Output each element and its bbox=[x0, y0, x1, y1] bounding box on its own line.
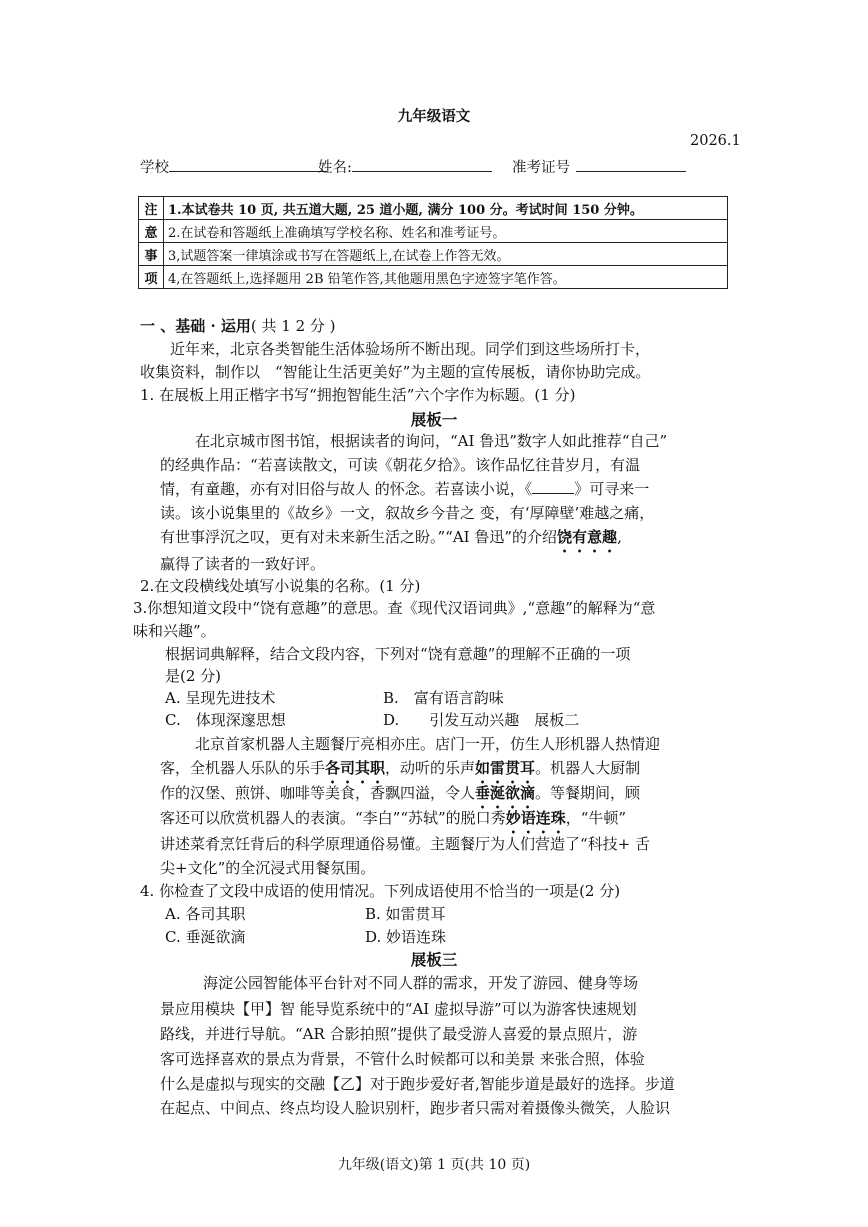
notes-item: 1.本试卷共 10 页, 共五道大题, 25 道小题, 满分 100 分。考试时间 150 分钟。 bbox=[164, 197, 728, 220]
notes-item: 3,试题答案一律填涂或书写在答题纸上,在试卷上作答无效。 bbox=[164, 243, 728, 266]
school-blank bbox=[169, 157, 327, 172]
option-d: D. 引发互动兴趣 展板二 bbox=[383, 711, 580, 729]
board-2-line: 讲述菜肴烹饪背后的科学原理通俗易懂。主题餐厅为人们营造了“科技+ 舌 bbox=[160, 835, 651, 853]
exam-no-label: 准考证号 bbox=[512, 160, 570, 176]
notes-label: 意 bbox=[139, 220, 164, 243]
name-blank bbox=[352, 157, 492, 172]
option-c: C. 垂涎欲滴 bbox=[165, 928, 246, 946]
emphasized-phrase: 如雷贯耳 bbox=[475, 759, 536, 777]
board-1-title: 展板一 bbox=[410, 410, 458, 429]
board-1-line: 读。该小说集里的《故乡》一文，叙故乡今昔之 变，有‘厚障壁’难越之痛， bbox=[160, 504, 655, 522]
board-1-line: 在北京城市图书馆，根据读者的询问，“AI 鲁迅”数字人如此推荐“自己” bbox=[195, 432, 668, 450]
board-3-line: 海淀公园智能体平台针对不同人群的需求，开发了游园、健身等场 bbox=[203, 974, 639, 992]
option-a: A. 呈现先进技术 bbox=[165, 689, 276, 707]
board-3-line: 在起点、中间点、终点均设人脸识别杆，跑步者只需对着摄像头微笑，人脸识 bbox=[160, 1099, 671, 1117]
board-2-text: 。机器人大厨制 bbox=[535, 759, 641, 777]
option-d: D. 妙语连珠 bbox=[365, 928, 447, 946]
emphasized-phrase: 妙语连珠 bbox=[505, 809, 566, 827]
section-title: 一 、基础 · 运用 bbox=[140, 317, 251, 335]
board-2-line: 北京首家机器人主题餐厅亮相亦庄。店门一开，仿生人形机器人热情迎 bbox=[195, 735, 661, 753]
notes-row bbox=[139, 220, 728, 243]
board-1-line bbox=[160, 478, 649, 499]
emphasized-phrase: 垂涎欲滴 bbox=[475, 784, 536, 802]
notes-label: 项 bbox=[139, 266, 164, 289]
board-2-text: ，动听的乐声 bbox=[385, 759, 476, 777]
notes-item: 2.在试卷和答题纸上准确填写学校名称、姓名和准考证号。 bbox=[164, 220, 728, 243]
board-3-line: 景应用模块【甲】智 能导览系统中的“AI 虚拟导游”可以为游客快速规划 bbox=[160, 1000, 637, 1018]
name-label: 姓名: bbox=[318, 160, 352, 176]
board-2-line: 尖+文化”的全沉浸式用餐氛围。 bbox=[160, 859, 376, 877]
board-1-text: 情，有童趣，亦有对旧俗与故人 的怀念。若喜读小说，《 bbox=[160, 480, 533, 498]
board-1-text: 有世事浮沉之叹，更有对未来新生活之盼。”“AI 鲁迅”的介绍 bbox=[160, 528, 558, 546]
section-heading bbox=[140, 315, 336, 336]
notes-label: 注 bbox=[139, 197, 164, 220]
question-3: 3.你想知道文段中“饶有意趣”的意思。查《现代汉语词典》,“意趣”的解释为“意 bbox=[133, 599, 656, 617]
board-3-title: 展板三 bbox=[410, 950, 458, 969]
board-1-line: 的经典作品：“若喜读散文，可读《朝花夕拾》。该作品忆往昔岁月，有温 bbox=[160, 456, 641, 474]
intro-line: 近年来，北京各类智能生活体验场所不断出现。同学们到这些场所打卡， bbox=[170, 340, 651, 358]
question-2: 2.在文段横线处填写小说集的名称。(1 分) bbox=[140, 577, 421, 595]
emphasized-phrase: 饶有意趣 bbox=[557, 528, 618, 546]
board-2-text: 客，全机器人乐队的乐手 bbox=[160, 759, 326, 777]
board-2-text: ，“牛顿” bbox=[565, 809, 627, 827]
board-2-text: 。等餐期间，顾 bbox=[535, 784, 641, 802]
notes-row bbox=[139, 197, 728, 220]
emphasized-phrase: 各司其职 bbox=[325, 759, 386, 777]
board-1-text: 》可寻来一 bbox=[574, 480, 650, 498]
board-3-line: 客可选择喜欢的景点为背景，不管什么时候都可以和美景 来张合照，体验 bbox=[160, 1050, 645, 1068]
board-1-line: 赢得了读者的一致好评。 bbox=[160, 555, 326, 573]
question-3-stem: 是(2 分) bbox=[165, 667, 222, 685]
exam-no-blank bbox=[576, 157, 686, 172]
question-1: 1. 在展板上用正楷字书写“拥抱智能生活”六个字作为标题。(1 分) bbox=[140, 386, 576, 404]
notes-row bbox=[139, 266, 728, 289]
board-1-text: , bbox=[617, 528, 622, 546]
option-b: B. 富有语言韵味 bbox=[383, 689, 504, 707]
board-1-line bbox=[160, 526, 622, 556]
notes-label: 事 bbox=[139, 243, 164, 266]
board-2-text: 客还可以欣赏机器人的表演。“李白”“苏轼”的脱口秀 bbox=[160, 809, 506, 827]
exam-date: 2026.1 bbox=[690, 133, 741, 149]
board-3-line: 什么是虚拟与现实的交融【乙】对于跑步爱好者,智能步道是最好的选择。步道 bbox=[160, 1075, 675, 1093]
notes-table bbox=[138, 196, 728, 289]
option-a: A. 各司其职 bbox=[165, 905, 246, 923]
question-3: 味和兴趣”。 bbox=[133, 622, 216, 640]
option-b: B. 如雷贯耳 bbox=[365, 905, 446, 923]
question-4: 4. 你检查了文段中成语的使用情况。下列成语使用不恰当的一项是(2 分) bbox=[140, 882, 621, 900]
notes-row bbox=[139, 243, 728, 266]
intro-line: 收集资料，制作以 “智能让生活更美好”为主题的宣传展板，请你协助完成。 bbox=[140, 363, 651, 381]
school-field bbox=[140, 156, 327, 177]
notes-item: 4,在答题纸上,选择题用 2B 铅笔作答,其他题用黑色字迹签字笔作答。 bbox=[164, 266, 728, 289]
exam-title: 九年级语文 bbox=[397, 108, 471, 125]
name-field bbox=[318, 156, 492, 177]
question-3-stem: 根据词典解释，结合文段内容，下列对“饶有意趣”的理解不正确的一项 bbox=[165, 645, 631, 663]
board-2-text: 作的汉堡、煎饼、咖啡等美食，香飘四溢，令人 bbox=[160, 784, 476, 802]
answer-blank bbox=[532, 480, 574, 494]
option-c: C. 体现深邃思想 bbox=[165, 711, 286, 729]
page-footer: 九年级(语文)第 1 页(共 10 页) bbox=[337, 1157, 531, 1173]
school-label: 学校 bbox=[140, 160, 169, 176]
section-score: ( 共 1 2 分 ) bbox=[250, 317, 336, 335]
exam-no-field bbox=[512, 156, 686, 177]
board-3-line: 路线，并进行导航。“AR 合影拍照”提供了最受游人喜爱的景点照片，游 bbox=[160, 1025, 638, 1043]
